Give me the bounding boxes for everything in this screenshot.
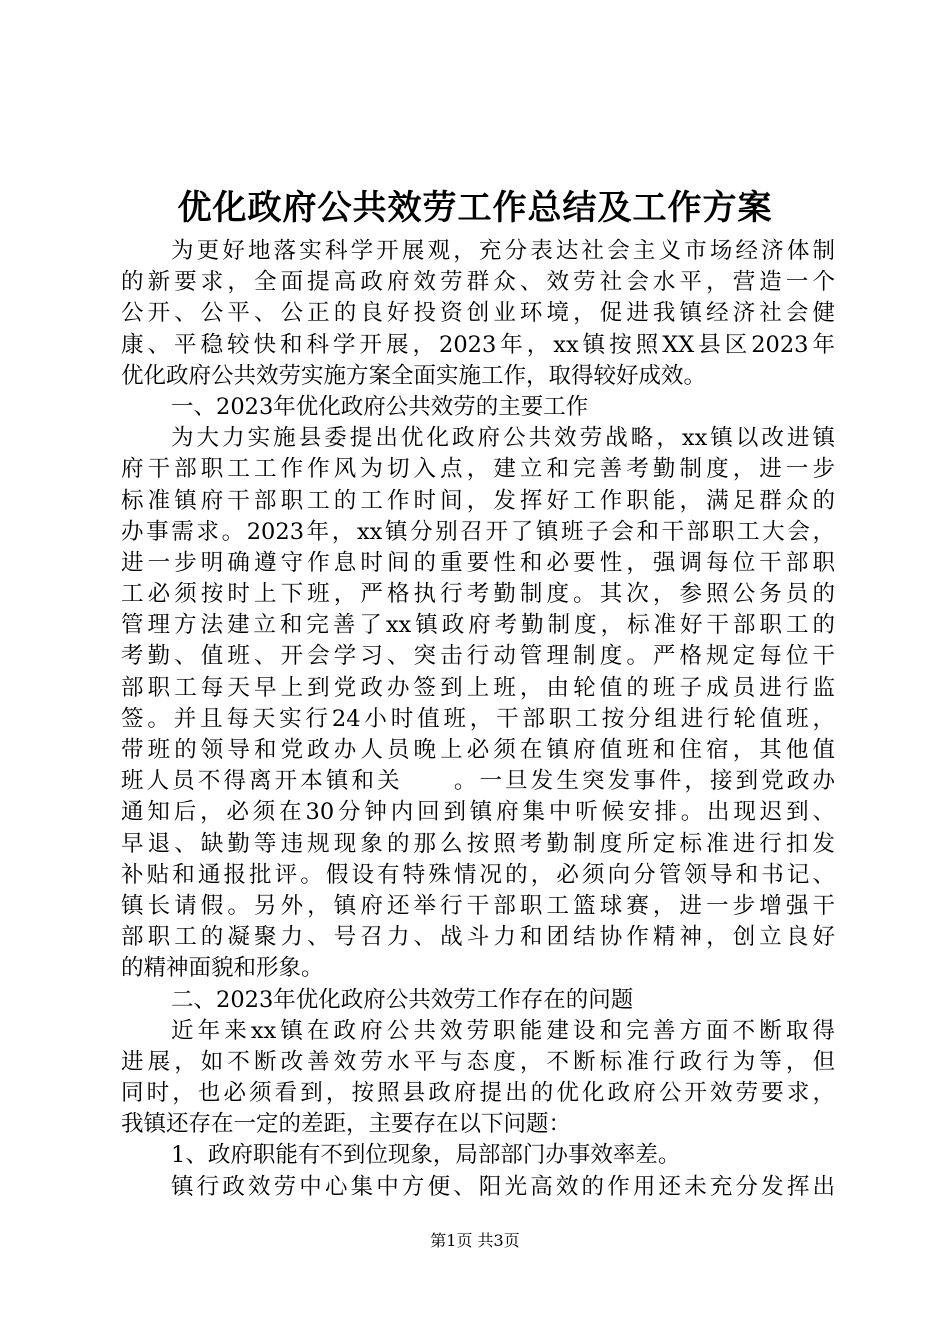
body-line: 优化政府公共效劳实施方案全面实施工作，取得较好成效。 bbox=[121, 362, 707, 389]
body-line: 镇行政效劳中心集中方便、阳光高效的作用还未充分发挥出 bbox=[171, 1173, 835, 1200]
body-line: 公开、公平、公正的良好投资创业环境，促进我镇经济社会健 bbox=[121, 300, 835, 327]
document-body bbox=[121, 236, 835, 1203]
body-line: 二、2023年优化政府公共效劳工作存在的问题 bbox=[171, 986, 634, 1013]
body-line: 进展，如不断改善效劳水平与态度，不断标准行政行为等，但 bbox=[121, 1048, 835, 1075]
body-line: 为大力实施县委提出优化政府公共效劳战略，xx镇以改进镇 bbox=[171, 425, 835, 452]
body-line: 进一步明确遵守作息时间的重要性和必要性，强调每位干部职 bbox=[121, 549, 835, 576]
body-line: 早退、缺勤等违规现象的那么按照考勤制度所定标准进行扣发 bbox=[121, 830, 835, 857]
body-line: 近年来xx镇在政府公共效劳职能建设和完善方面不断取得 bbox=[171, 1017, 835, 1044]
body-line: 同时，也必须看到，按照县政府提出的优化政府公开效劳要求， bbox=[121, 1080, 835, 1107]
body-line: 1、政府职能有不到位现象，局部部门办事效率差。 bbox=[171, 1142, 681, 1169]
body-line: 签。并且每天实行24小时值班，干部职工按分组进行轮值班， bbox=[121, 705, 835, 732]
body-line: 班人员不得离开本镇和关 。一旦发生突发事件，接到党政办 bbox=[121, 768, 835, 795]
body-line: 部职工每天早上到党政办签到上班，由轮值的班子成员进行监 bbox=[121, 674, 835, 701]
body-line: 镇长请假。另外，镇府还举行干部职工篮球赛，进一步增强干 bbox=[121, 892, 835, 919]
page-footer: 第1页 共3页 bbox=[430, 1231, 520, 1250]
body-line: 部职工的凝聚力、号召力、战斗力和团结协作精神，创立良好 bbox=[121, 924, 835, 951]
body-line: 管理方法建立和完善了xx镇政府考勤制度，标准好干部职工的 bbox=[121, 612, 835, 639]
body-line: 的精神面貌和形象。 bbox=[121, 955, 324, 982]
body-line: 我镇还存在一定的差距，主要存在以下问题： bbox=[121, 1111, 572, 1138]
body-line: 带班的领导和党政办人员晚上必须在镇府值班和住宿，其他值 bbox=[121, 737, 835, 763]
body-line: 办事需求。2023年，xx镇分别召开了镇班子会和干部职工大会， bbox=[121, 518, 835, 545]
body-line: 补贴和通报批评。假设有特殊情况的，必须向分管领导和书记、 bbox=[121, 861, 835, 888]
body-line: 康、平稳较快和科学开展，2023年，xx镇按照XX县区2023年 bbox=[121, 331, 835, 358]
body-line: 通知后，必须在30分钟内回到镇府集中听候安排。出现迟到、 bbox=[121, 799, 835, 826]
body-line: 考勤、值班、开会学习、突击行动管理制度。严格规定每位干 bbox=[121, 643, 835, 670]
body-line: 府干部职工工作作风为切入点，建立和完善考勤制度，进一步 bbox=[121, 456, 835, 483]
body-line: 为更好地落实科学开展观，充分表达社会主义市场经济体制 bbox=[171, 238, 835, 264]
body-line: 的新要求，全面提高政府效劳群众、效劳社会水平，营造一个 bbox=[121, 269, 835, 296]
body-line: 标准镇府干部职工的工作时间，发挥好工作职能，满足群众的 bbox=[121, 487, 835, 514]
body-line: 一、2023年优化政府公共效劳的主要工作 bbox=[171, 393, 589, 420]
document-title: 优化政府公共效劳工作总结及工作方案 bbox=[177, 188, 773, 228]
body-line: 工必须按时上下班，严格执行考勤制度。其次，参照公务员的 bbox=[121, 581, 835, 608]
